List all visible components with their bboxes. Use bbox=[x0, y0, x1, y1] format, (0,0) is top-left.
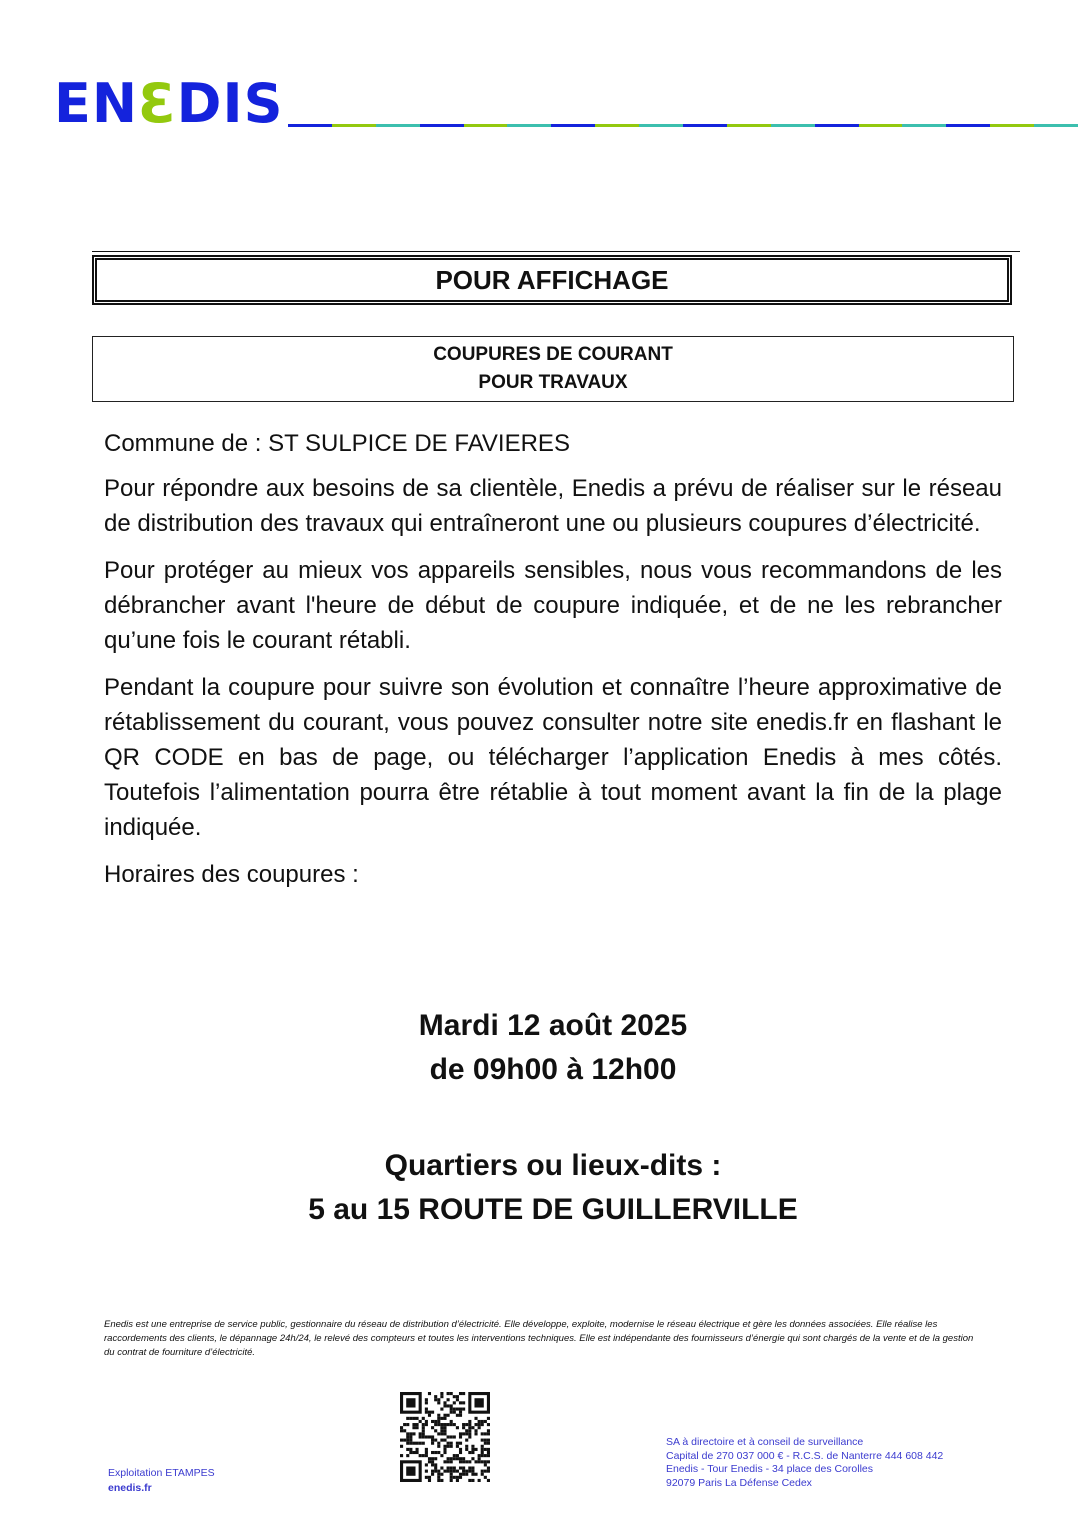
header-line-segment bbox=[288, 124, 332, 127]
qr-code-icon[interactable] bbox=[400, 1392, 490, 1482]
header-line-segment bbox=[464, 124, 508, 127]
footer-city: 92079 Paris La Défense Cedex bbox=[666, 1476, 812, 1489]
footer-right bbox=[666, 1436, 943, 1490]
header-line-segment bbox=[815, 124, 859, 127]
places-label: Quartiers ou lieux-dits : bbox=[384, 1149, 722, 1182]
header-line-segment bbox=[1034, 124, 1078, 127]
outage-date: Mardi 12 août 2025 bbox=[418, 1009, 688, 1042]
paragraph-2: Pour protéger au mieux vos appareils sensibles, nous vous recommandons de les débrancher avant l'heure de début de coupure indiquée, et de ne les rebrancher qu’une fois le courant rétabli. bbox=[104, 557, 1002, 654]
footer-address: Enedis - Tour Enedis - 34 place des Corolles bbox=[666, 1463, 874, 1475]
footer-exploitation: Exploitation ETAMPES bbox=[108, 1467, 215, 1479]
header-line-segment bbox=[639, 124, 683, 127]
header-line-segment bbox=[990, 124, 1034, 127]
header-line-segment bbox=[902, 124, 946, 127]
paragraph-3: Pendant la coupure pour suivre son évolution et connaître l’heure approximative de rétablissement du courant, vous pouvez consulter notre site enedis.fr en flashant le QR CODE en bas de page, ou télécharger l’application Enedis à mes côtés. Toutefois l’alimentation pourra être rétablie à tout moment avant la fin de la plage indiquée. bbox=[104, 674, 1002, 841]
paragraph-1: Pour répondre aux besoins de sa clientèle, Enedis a prévu de réaliser sur le réseau de distribution des travaux qui entraîneront une ou plusieurs coupures d’électricité. bbox=[104, 475, 1002, 537]
outage-time: de 09h00 à 12h00 bbox=[429, 1053, 677, 1086]
header-decorative-line bbox=[288, 124, 1078, 128]
header-line-segment bbox=[771, 124, 815, 127]
header-line-segment bbox=[683, 124, 727, 127]
subtitle-box bbox=[92, 336, 1014, 402]
notice-body bbox=[104, 426, 1002, 904]
subtitle-line2: POUR TRAVAUX bbox=[478, 372, 628, 393]
header-line-segment bbox=[946, 124, 990, 127]
header-line-segment bbox=[551, 124, 595, 127]
horaires-label: Horaires des coupures : bbox=[104, 861, 359, 888]
header-line-segment bbox=[376, 124, 420, 127]
footer-company-type: SA à directoire et à conseil de surveillance bbox=[666, 1436, 864, 1448]
header-line-segment bbox=[420, 124, 464, 127]
subtitle-line1: COUPURES DE COURANT bbox=[433, 344, 673, 365]
legal-notice: Enedis est une entreprise de service public, gestionnaire du réseau de distribution d’électricité. Elle développe, exploite, modernise le réseau électrique et gère les données associées. Elle réalise les raccordements des clients, le dépannage 24h/24, le relevé des compteurs et toutes les interventions techniques. Elle est indépendante des fournisseurs d’énergie qui sont chargés de la vente et de la gestion du contrat de fourniture d’électricité. bbox=[104, 1319, 974, 1358]
commune-line: Commune de : ST SULPICE DE FAVIERES bbox=[104, 430, 570, 457]
page-title: POUR AFFICHAGE bbox=[435, 264, 669, 295]
header-line-segment bbox=[332, 124, 376, 127]
places-value: 5 au 15 ROUTE DE GUILLERVILLE bbox=[308, 1193, 798, 1226]
header-line-segment bbox=[727, 124, 771, 127]
header-line-segment bbox=[595, 124, 639, 127]
footer-capital: Capital de 270 037 000 € - R.C.S. de Nanterre 444 608 442 bbox=[666, 1449, 944, 1462]
header-line-segment bbox=[859, 124, 903, 127]
title-box bbox=[92, 255, 1012, 305]
header-line-segment bbox=[507, 124, 551, 127]
enedis-logo: ENƐDIS bbox=[54, 72, 284, 135]
outage-schedule bbox=[104, 1004, 1002, 1232]
footer-left bbox=[108, 1466, 215, 1496]
title-top-rule bbox=[92, 251, 1020, 252]
footer-website[interactable]: enedis.fr bbox=[108, 1482, 152, 1494]
page-header bbox=[0, 0, 1080, 140]
